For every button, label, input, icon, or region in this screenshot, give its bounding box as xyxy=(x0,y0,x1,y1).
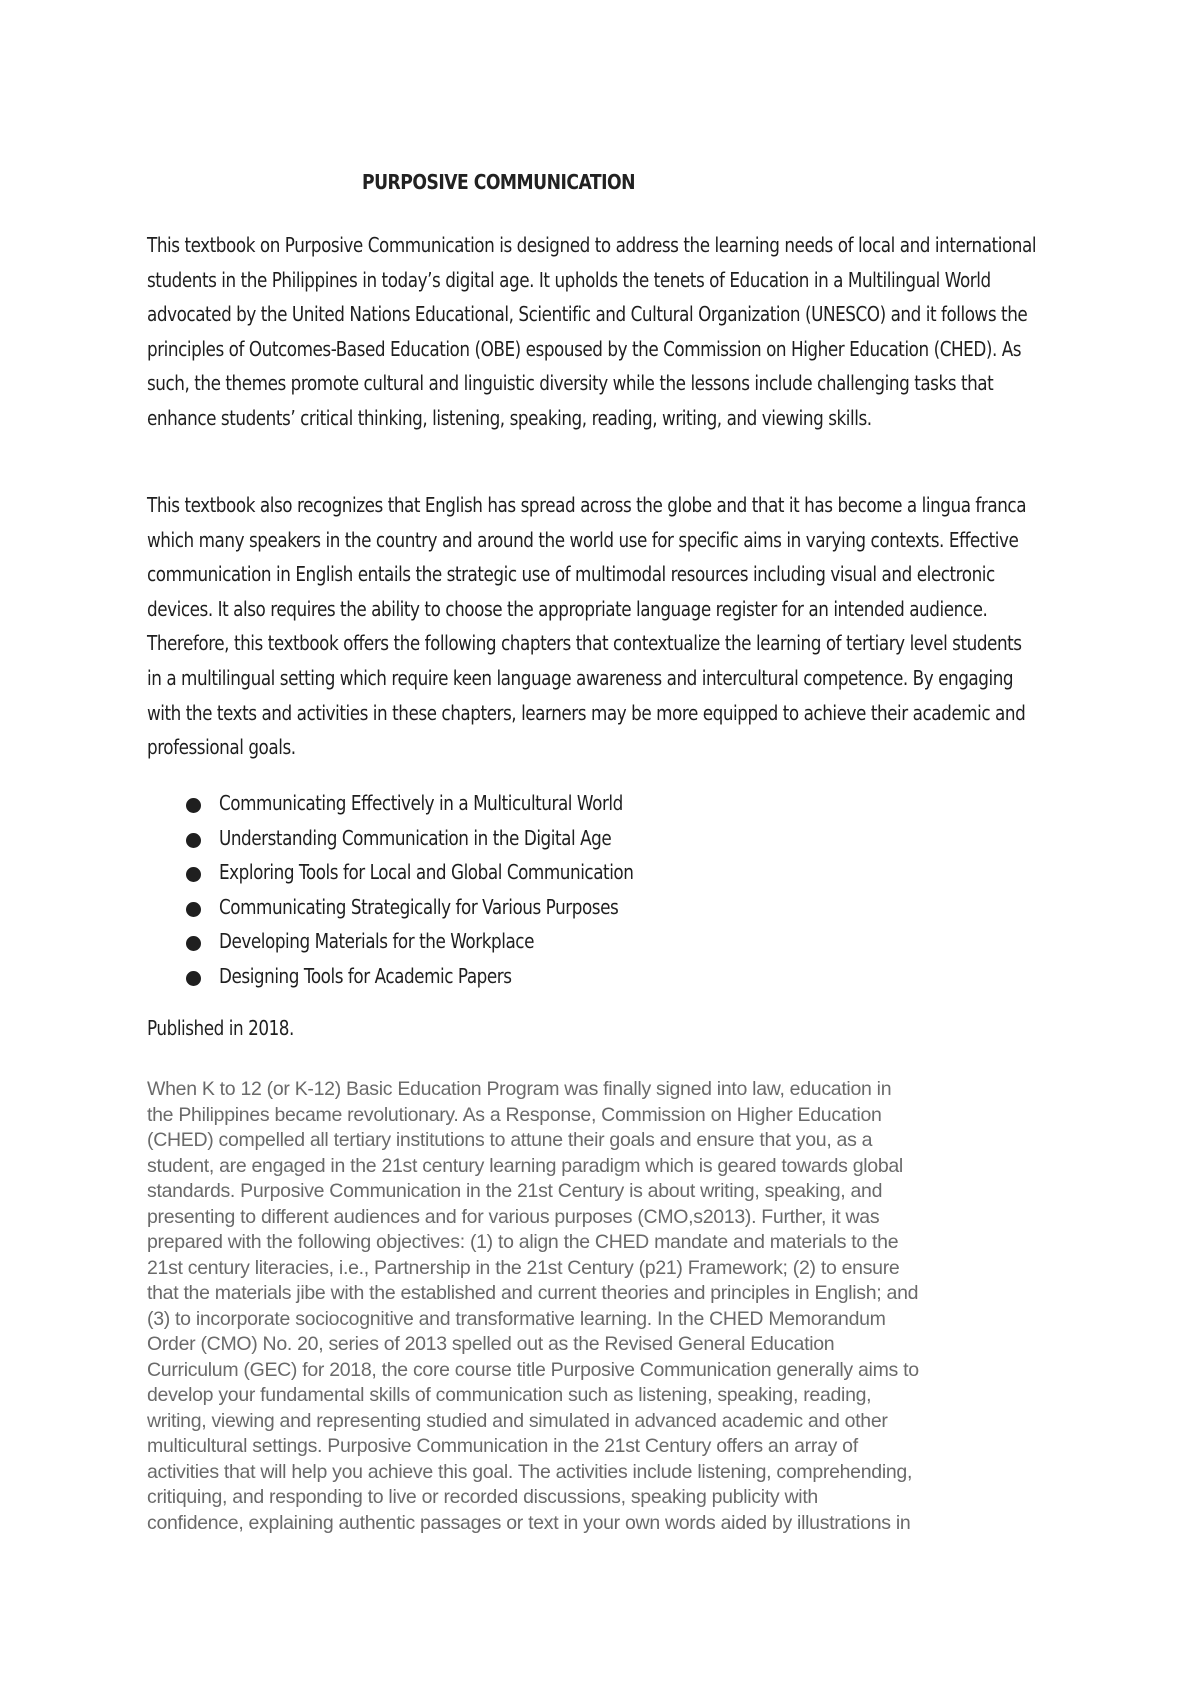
body-line: confidence, explaining authentic passages or text in your own words aided by illustrations in xyxy=(147,1511,911,1534)
chapter-label: Communicating Strategically for Various Purposes xyxy=(219,894,619,919)
body-line: critiquing, and responding to live or recorded discussions, speaking publicity with xyxy=(147,1486,818,1508)
intro-paragraph-2: This textbook also recognizes that English has spread across the globe and that it has become a lingua franca which many speakers in the country and around the world use for specific aims in varying contexts. Effective communication in English entails the strategic use of multimodal resources including visual and electronic devices. It also requires the ability to choose the appropriate language register for an intended audience. Therefore, this textbook offers the following chapters that contextualize the learning of tertiary level students in a multilingual setting which require keen language awareness and intercultural competence. By engaging with the texts and activities in these chapters, learners may be more equipped to achieve their academic and professional goals. xyxy=(147,493,1027,760)
body-line: standards. Purposive Communication in the 21st Century is about writing, speaking, and xyxy=(147,1180,883,1202)
publication-note: Published in 2018. xyxy=(147,1016,294,1040)
body-line: student, are engaged in the 21st century learning paradigm which is geared towards global xyxy=(147,1154,903,1177)
body-line: Curriculum (GEC) for 2018, the core course title Purposive Communication generally aims to xyxy=(147,1358,919,1381)
body-line: When K to 12 (or K-12) Basic Education Program was finally signed into law, education in xyxy=(147,1078,892,1100)
bullet-icon xyxy=(186,971,201,986)
body-line: 21st century literacies, i.e., Partnership in the 21st Century (p21) Framework; (2) to ensure xyxy=(147,1256,900,1279)
body-line: develop your fundamental skills of communication such as listening, speaking, reading, xyxy=(147,1384,872,1406)
bullet-icon xyxy=(186,936,201,951)
document-title: PURPOSIVE COMMUNICATION xyxy=(362,170,636,194)
body-line: (3) to incorporate sociocognitive and transformative learning. In the CHED Memorandum xyxy=(147,1307,886,1330)
chapter-label: Exploring Tools for Local and Global Communication xyxy=(219,860,634,884)
body-line: presenting to different audiences and for various purposes (CMO,s2013). Further, it was xyxy=(147,1205,880,1228)
body-line: the Philippines became revolutionary. As a Response, Commission on Higher Education xyxy=(147,1103,882,1126)
bullet-icon xyxy=(186,798,201,813)
bullet-icon xyxy=(186,902,201,917)
bullet-icon xyxy=(186,867,201,882)
body-line: activities that will help you achieve this goal. The activities include listening, comprehending, xyxy=(147,1460,913,1483)
body-line: that the materials jibe with the established and current theories and principles in English; and xyxy=(147,1282,919,1304)
body-line: (CHED) compelled all tertiary institutions to attune their goals and ensure that you, as a xyxy=(147,1129,873,1151)
chapter-label: Understanding Communication in the Digital Age xyxy=(219,825,612,850)
body-text xyxy=(147,1077,919,1536)
chapter-label: Communicating Effectively in a Multicultural World xyxy=(219,791,623,815)
body-line: Order (CMO) No. 20, series of 2013 spelled out as the Revised General Education xyxy=(147,1333,835,1355)
body-line: prepared with the following objectives: (1) to align the CHED mandate and materials to the xyxy=(147,1231,899,1253)
intro-paragraph-1: This textbook on Purposive Communication is designed to address the learning needs of local and international students in the Philippines in today’s digital age. It upholds the tenets of Education in a Multilingual World advocated by the United Nations Educational, Scientific and Cultural Organization (UNESCO) and it follows the principles of Outcomes-Based Education (OBE) espoused by the Commission on Higher Education (CHED). As such, the themes promote cultural and linguistic diversity while the lessons include challenging tasks that enhance students’ critical thinking, listening, speaking, reading, writing, and viewing skills. xyxy=(147,233,1037,430)
bullet-icon xyxy=(186,833,201,848)
body-line: writing, viewing and representing studied and simulated in advanced academic and other xyxy=(147,1409,888,1432)
chapter-label: Designing Tools for Academic Papers xyxy=(219,963,512,988)
chapter-label: Developing Materials for the Workplace xyxy=(219,929,534,953)
body-line: multicultural settings. Purposive Communication in the 21st Century offers an array of xyxy=(147,1435,858,1457)
